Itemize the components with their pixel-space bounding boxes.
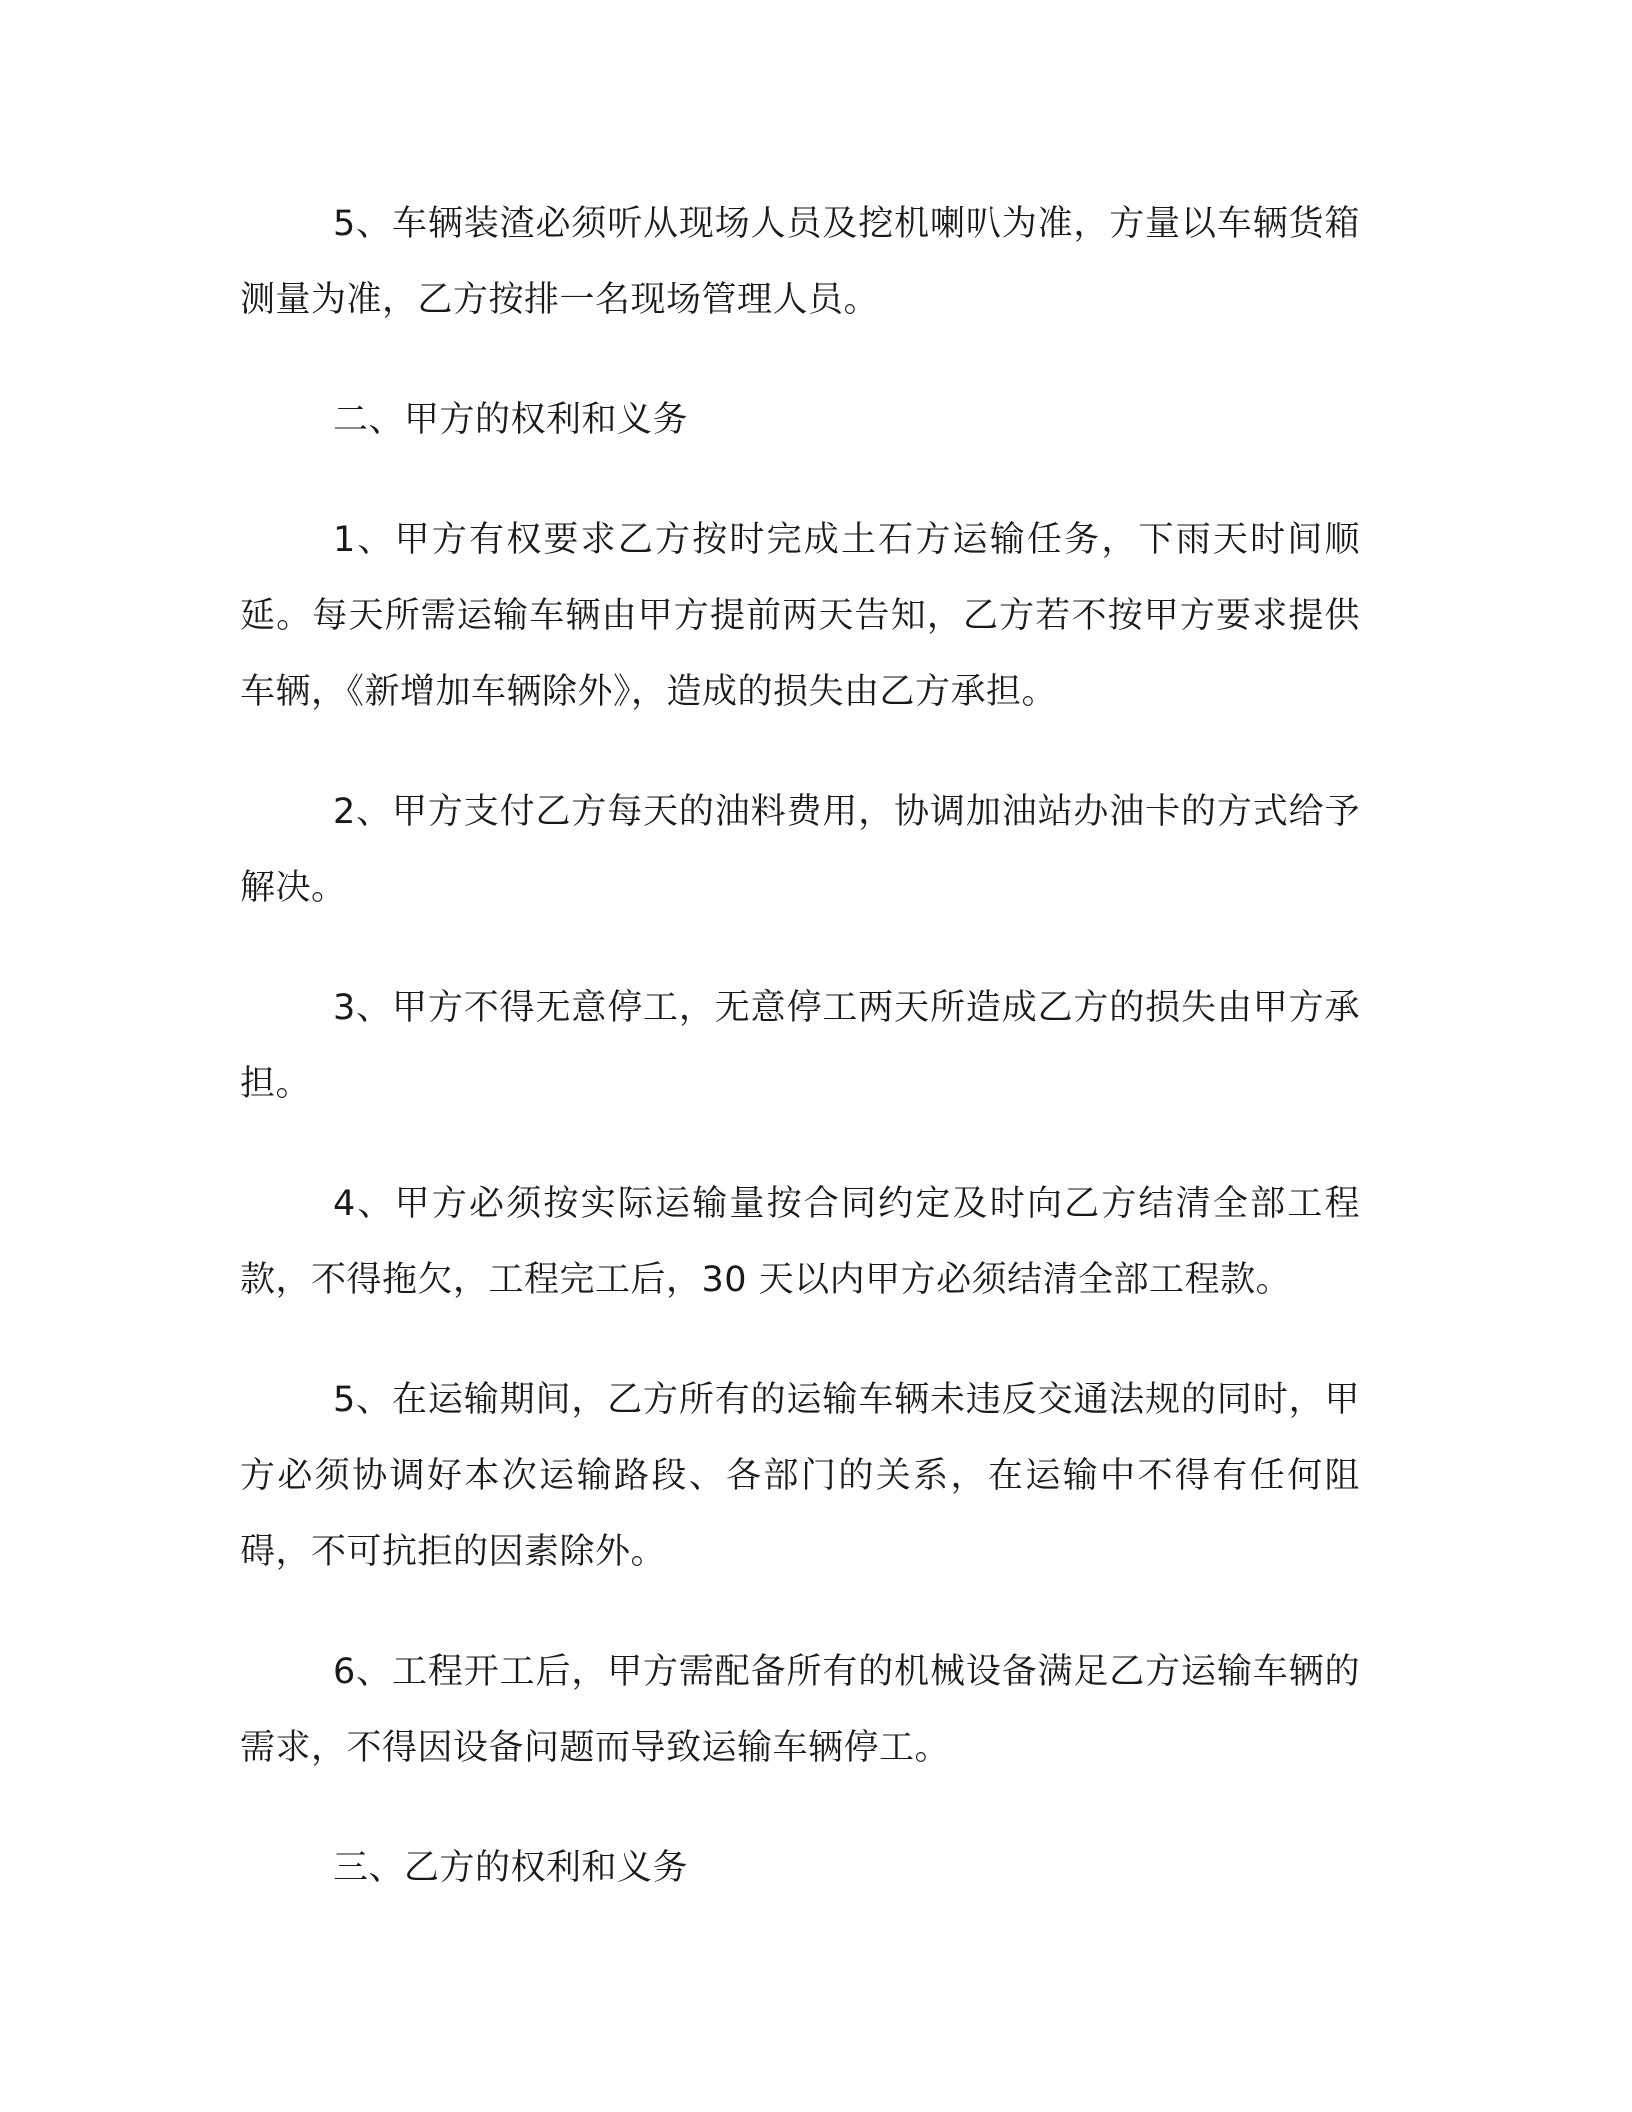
section-heading-party-b: 三、乙方的权利和义务 [333,1848,689,1888]
paragraph-item-2-party-a: 2、甲方支付乙方每天的油料费用，协调加油站办油卡的方式给予解决。 [240,792,1360,908]
section-heading-party-a: 二、甲方的权利和义务 [333,400,689,440]
document-body [240,186,1360,1950]
paragraph-item-3-party-a: 3、甲方不得无意停工，无意停工两天所造成乙方的损失由甲方承担。 [240,988,1360,1104]
paragraph-item-4-party-a: 4、甲方必须按实际运输量按合同约定及时向乙方结清全部工程款，不得拖欠，工程完工后，30 天以内甲方必须结清全部工程款。 [240,1184,1360,1300]
paragraph-item-1-party-a: 1、甲方有权要求乙方按时完成土石方运输任务，下雨天时间顺延。每天所需运输车辆由甲方提前两天告知，乙方若不按甲方要求提供车辆，《新增加车辆除外》，造成的损失由乙方承担。 [240,520,1360,712]
paragraph-item-5-loading: 5、车辆装渣必须听从现场人员及挖机喇叭为准，方量以车辆货箱测量为准，乙方按排一名现场管理人员。 [240,204,1360,320]
paragraph-item-5-party-a: 5、在运输期间，乙方所有的运输车辆未违反交通法规的同时，甲方必须协调好本次运输路段、各部门的关系，在运输中不得有任何阻碍，不可抗拒的因素除外。 [240,1380,1360,1572]
paragraph-item-6-party-a: 6、工程开工后，甲方需配备所有的机械设备满足乙方运输车辆的需求，不得因设备问题而导致运输车辆停工。 [240,1652,1360,1768]
